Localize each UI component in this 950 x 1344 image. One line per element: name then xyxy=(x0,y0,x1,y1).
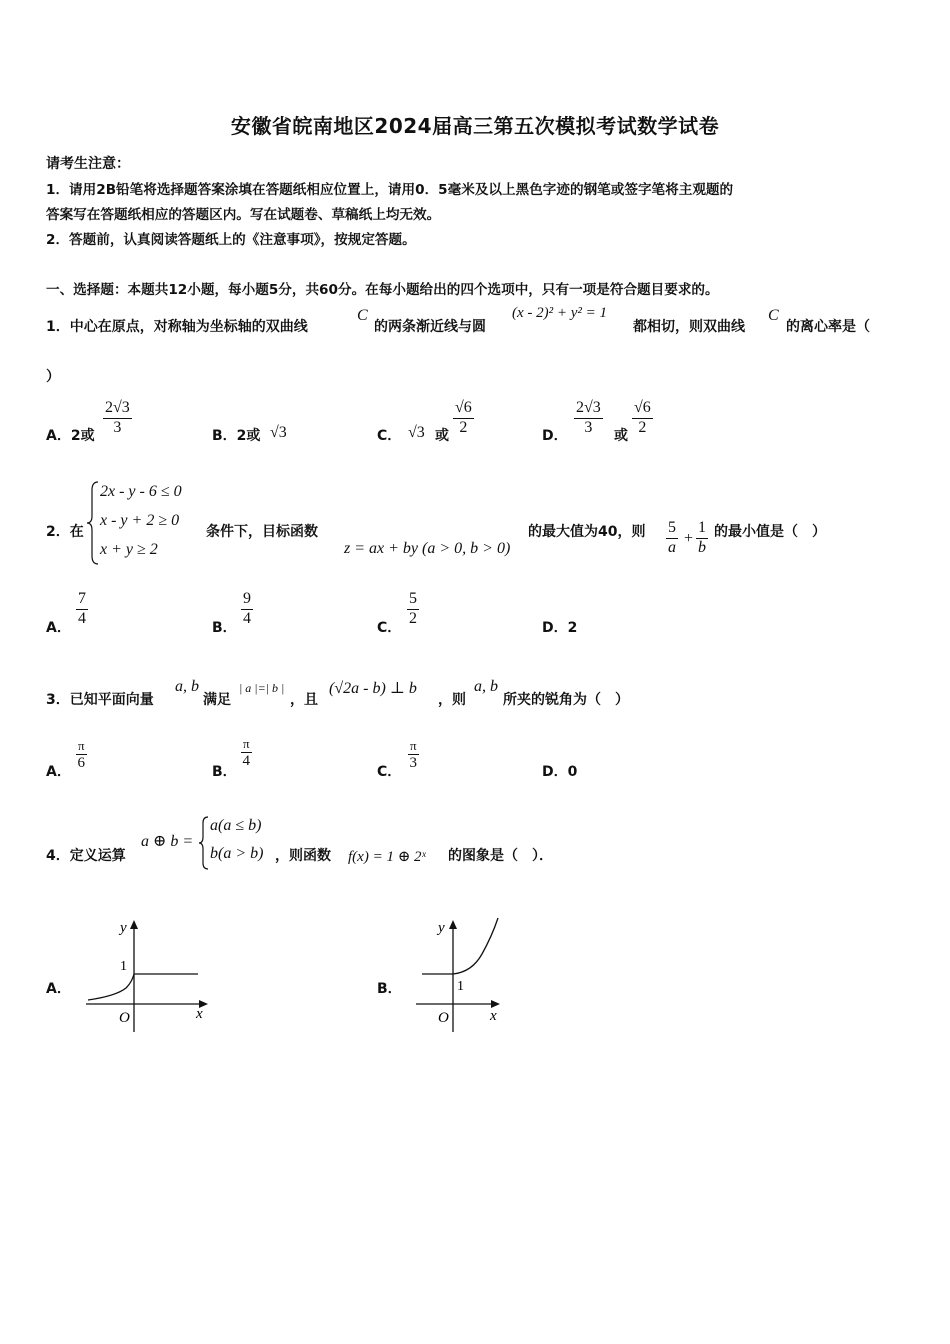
q1-mid: 的两条渐近线与圆 xyxy=(374,319,486,335)
q4-option-b-graph xyxy=(412,910,512,1036)
q2-option-c-fraction xyxy=(407,591,419,628)
q3-option-a-label: A． xyxy=(46,764,71,780)
q4-option-a-graph xyxy=(82,912,212,1036)
q1-option-a-fraction xyxy=(103,400,132,437)
graph-b-x-arrow xyxy=(491,1000,500,1008)
q2-condition-text: 条件下，目标函数 xyxy=(206,524,318,540)
q2-option-c-num: 5 xyxy=(407,591,419,610)
q2-fraction-1-b-den: b xyxy=(698,538,706,556)
q1-option-c-or: 或 xyxy=(435,428,449,444)
q2-max-text: 的最大值为40，则 xyxy=(528,524,646,540)
graph-a-y-label: y xyxy=(120,920,127,936)
graph-a-one-label: 1 xyxy=(120,959,127,974)
q2-option-a-label: A． xyxy=(46,620,71,636)
q2-constraint-3: x + y ≥ 2 xyxy=(100,541,158,558)
q4-suffix: 的图象是（ ）． xyxy=(448,848,553,864)
q1-suffix: 的离心率是（ xyxy=(786,319,870,335)
graph-b-one-label: 1 xyxy=(457,979,464,994)
q3-option-b-fraction xyxy=(241,737,252,769)
q3-option-a-fraction xyxy=(76,739,87,771)
graph-b-x-label: x xyxy=(490,1008,497,1024)
q1-option-c-den: 2 xyxy=(459,418,468,436)
q1-option-d-den-2: 2 xyxy=(638,418,647,436)
q3-option-a-den: 6 xyxy=(77,754,86,771)
q1-option-c-fraction xyxy=(453,400,474,437)
q2-option-a-num: 7 xyxy=(76,591,88,610)
q3-option-d-label: D．0 xyxy=(542,764,578,780)
q2-constraint-2: x - y + 2 ≥ 0 xyxy=(100,512,180,529)
q2-fraction-5-a-den: a xyxy=(668,538,676,556)
q1-option-b-value: √3 xyxy=(270,424,287,441)
q2-constraint-1: 2x - y - 6 ≤ 0 xyxy=(100,483,182,500)
q2-option-b-num: 9 xyxy=(241,591,253,610)
notice-line-1b: 答案写在答题纸相应的答题区内。写在试题卷、草稿纸上均无效。 xyxy=(46,207,441,223)
q3-suffix: 所夹的锐角为（ ） xyxy=(503,692,629,708)
notice-heading: 请考生注意： xyxy=(46,156,130,172)
q4-case-1: a(a ≤ b) xyxy=(210,817,262,834)
graph-a-y-arrow xyxy=(130,920,138,929)
q3-option-a-num: π xyxy=(78,738,85,753)
q1-option-a-num: 2√3 xyxy=(103,400,132,419)
graph-b-y-label: y xyxy=(438,920,445,936)
q2-objective-function: z = ax + by (a > 0, b > 0) xyxy=(344,540,511,557)
q2-plus: + xyxy=(684,530,694,547)
q3-vectors-ab: a, b xyxy=(175,678,199,695)
q3-then: ，则 xyxy=(438,692,466,708)
graph-a-x-label: x xyxy=(196,1006,203,1022)
graph-a-origin-label: O xyxy=(119,1010,130,1026)
q3-option-c-den: 3 xyxy=(409,754,418,771)
q2-option-a-fraction xyxy=(76,591,88,628)
q4-cases-brace xyxy=(198,815,210,871)
q3-prefix: 3．已知平面向量 xyxy=(46,692,154,708)
q3-option-c-num: π xyxy=(410,738,417,753)
q1-option-d-num-2: √6 xyxy=(632,400,653,419)
q2-fraction-5-a xyxy=(666,520,678,557)
q1-close-paren: ） xyxy=(46,369,60,385)
q1-hyperbola-c-2: C xyxy=(768,307,779,324)
q2-option-c-label: C． xyxy=(377,620,402,636)
graph-b-origin-label: O xyxy=(438,1010,449,1026)
q3-satisfy: 满足 xyxy=(203,692,231,708)
q4-operation: a ⊕ b = xyxy=(141,833,194,850)
q1-option-c-value: √3 xyxy=(408,424,425,441)
q1-option-d-num-1: 2√3 xyxy=(574,400,603,419)
q2-option-a-den: 4 xyxy=(78,609,86,627)
q1-option-a-den: 3 xyxy=(113,418,122,436)
q2-option-b-fraction xyxy=(241,591,253,628)
q1-option-d-fraction-2 xyxy=(632,400,653,437)
q2-option-b-den: 4 xyxy=(243,609,251,627)
graph-a-curve xyxy=(88,974,134,1000)
q2-option-c-den: 2 xyxy=(409,609,417,627)
notice-line-2: 2．答题前，认真阅读答题纸上的《注意事项》，按规定答题。 xyxy=(46,232,416,248)
q2-suffix: 的最小值是（ ） xyxy=(714,524,826,540)
section-heading: 一、选择题：本题共12小题，每小题5分，共60分。在每小题给出的四个选项中，只有一项是符合题目要求的。 xyxy=(46,282,719,298)
q3-option-b-num: π xyxy=(243,736,250,751)
q1-option-c-label: C． xyxy=(377,428,402,444)
q2-prefix: 2．在 xyxy=(46,524,84,540)
q1-prefix: 1．中心在原点，对称轴为坐标轴的双曲线 xyxy=(46,319,308,335)
q4-option-a-label: A． xyxy=(46,981,71,997)
q1-option-b-label: B．2或 xyxy=(212,428,261,444)
q1-hyperbola-c: C xyxy=(357,307,368,324)
q2-option-b-label: B． xyxy=(212,620,237,636)
q3-vectors-ab-2: a, b xyxy=(474,678,498,695)
q4-case-2: b(a > b) xyxy=(210,845,264,862)
q3-magnitude-equal: | a |=| b | xyxy=(239,681,285,695)
q2-fraction-1-b xyxy=(696,520,708,557)
q1-option-d-den-1: 3 xyxy=(584,418,593,436)
notice-line-1a: 1．请用2B铅笔将选择题答案涂填在答题纸相应位置上，请用0．5毫米及以上黑色字迹的钢笔或签字笔将主观题的 xyxy=(46,182,734,198)
q3-option-b-den: 4 xyxy=(242,752,251,769)
q2-fraction-1-b-num: 1 xyxy=(696,520,708,539)
q4-prefix: 4．定义运算 xyxy=(46,848,126,864)
q1-option-d-fraction-1 xyxy=(574,400,603,437)
q1-mid2: 都相切，则双曲线 xyxy=(633,319,745,335)
q3-option-b-label: B． xyxy=(212,764,237,780)
q4-option-b-label: B． xyxy=(377,981,402,997)
page-title: 安徽省皖南地区2024届高三第五次模拟考试数学试卷 xyxy=(230,114,720,138)
q2-fraction-5-a-num: 5 xyxy=(666,520,678,539)
q3-option-c-label: C． xyxy=(377,764,402,780)
q4-mid: ，则函数 xyxy=(275,848,331,864)
q2-system-brace xyxy=(86,480,100,566)
q1-option-d-label: D． xyxy=(542,428,568,444)
q3-and: ，且 xyxy=(290,692,318,708)
graph-b-y-arrow xyxy=(449,920,457,929)
q1-option-d-or: 或 xyxy=(614,428,628,444)
q2-option-d-label: D．2 xyxy=(542,620,578,636)
q1-option-c-num: √6 xyxy=(453,400,474,419)
q4-function: f(x) = 1 ⊕ 2ˣ xyxy=(348,849,426,865)
q3-perpendicular: (√2a - b) ⊥ b xyxy=(329,680,417,697)
q3-option-c-fraction xyxy=(408,739,419,771)
q1-circle-equation: (x - 2)² + y² = 1 xyxy=(512,305,608,321)
q1-option-a-label: A．2或 xyxy=(46,428,95,444)
graph-b-curve xyxy=(453,918,498,974)
